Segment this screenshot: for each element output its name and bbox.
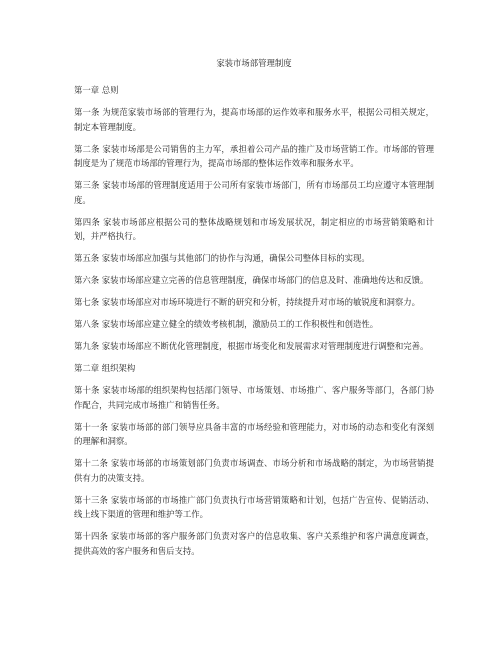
article-paragraph: 第十二条 家装市场部的市场策划部门负责市场调查、市场分析和市场战略的制定，为市场营销提供有力的决策支持。	[74, 458, 434, 483]
document-body	[74, 83, 434, 558]
article-paragraph: 第一条 为规范家装市场部的管理行为，提高市场部的运作效率和服务水平，根据公司相关规定，制定本管理制度。	[74, 107, 434, 132]
article-paragraph: 第八条 家装市场部应建立健全的绩效考核机制，激励员工的工作积极性和创造性。	[74, 319, 379, 329]
article-paragraph: 第十四条 家装市场部的客户服务部门负责对客户的信息收集、客户关系维护和客户满意度调查，提供高效的客户服务和售后支持。	[74, 531, 434, 556]
article-paragraph: 第五条 家装市场部应加强与其他部门的协作与沟通，确保公司整体目标的实现。	[74, 253, 370, 263]
article-paragraph: 第七条 家装市场部应对市场环境进行不断的研究和分析，持续提升对市场的敏锐度和洞察力。	[74, 297, 421, 307]
article-paragraph: 第六条 家装市场部应建立完善的信息管理制度，确保市场部门的信息及时、准确地传达和反馈。	[74, 275, 429, 285]
article-paragraph: 第十条 家装市场部的组织架构包括部门领导、市场策划、市场推广、客户服务等部门，各部门协作配合，共同完成市场推广和销售任务。	[74, 385, 434, 410]
article-paragraph: 第十一条 家装市场部的部门领导应具备丰富的市场经验和管理能力，对市场的动态和变化有深刻的理解和洞察。	[74, 421, 434, 446]
chapter-heading: 第一章 总则	[74, 85, 119, 95]
article-paragraph: 第二条 家装市场部是公司销售的主力军，承担着公司产品的推广及市场营销工作。市场部的管理制度是为了规范市场部的管理行为，提高市场部的整体运作效率和服务水平。	[74, 143, 434, 168]
article-paragraph: 第九条 家装市场部应不断优化管理制度，根据市场变化和发展需求对管理制度进行调整和完善。	[74, 341, 429, 351]
article-paragraph: 第三条 家装市场部的管理制度适用于公司所有家装市场部门，所有市场部员工均应遵守本管理制度。	[74, 180, 434, 205]
document-title: 家装市场部管理制度	[216, 58, 292, 68]
article-paragraph: 第十三条 家装市场部的市场推广部门负责执行市场营销策略和计划，包括广告宣传、促销活动、线上线下渠道的管理和维护等工作。	[74, 494, 434, 519]
chapter-heading: 第二章 组织架构	[74, 363, 136, 373]
article-paragraph: 第四条 家装市场部应根据公司的整体战略规划和市场发展状况，制定相应的市场营销策略和计划，并严格执行。	[74, 216, 434, 241]
